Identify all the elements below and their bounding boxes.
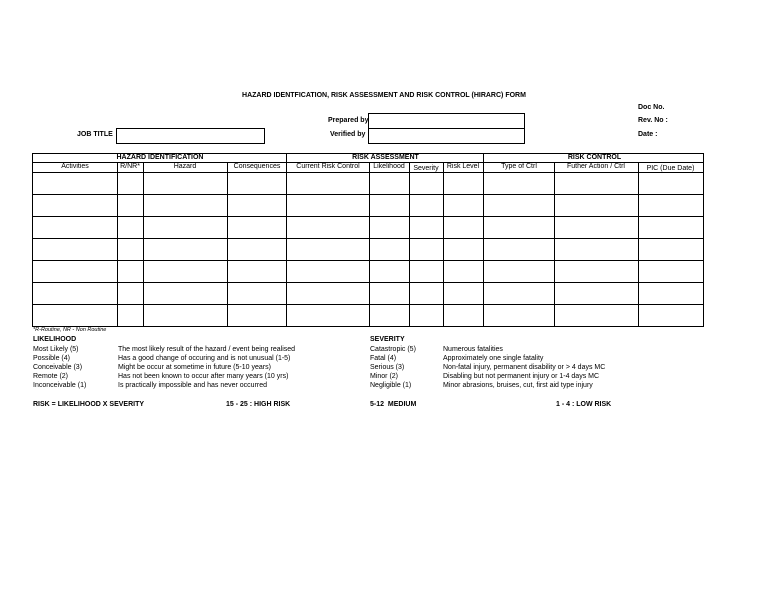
severity-desc: Disabling but not permanent injury or 1-4 days MC xyxy=(443,373,600,380)
likelihood-title: LIKELIHOOD xyxy=(33,336,77,343)
table-row[interactable] xyxy=(33,216,703,217)
form-title: HAZARD IDENTFICATION, RISK ASSESSMENT AND RISK CONTROL (HIRARC) FORM xyxy=(242,92,526,99)
severity-label: Serious (3) xyxy=(370,364,405,371)
col-activities: Activities xyxy=(61,163,89,170)
hirarc-table xyxy=(32,153,704,327)
col-risk-level: Risk Level xyxy=(446,163,480,170)
job-title-label: JOB TITLE xyxy=(77,131,113,138)
likelihood-label: Most Likely (5) xyxy=(33,346,79,353)
risk-low: 1 - 4 : LOW RISK xyxy=(556,401,612,408)
likelihood-desc: Is practically impossible and has never occurred xyxy=(118,382,268,389)
col-divider xyxy=(227,162,228,326)
verified-by-label: Verified by xyxy=(330,131,366,138)
verified-by-field[interactable] xyxy=(368,128,525,144)
date-label: Date : xyxy=(638,131,658,138)
likelihood-desc: The most likely result of the hazard / event being realised xyxy=(118,346,296,353)
prepared-by-field[interactable] xyxy=(368,113,525,129)
likelihood-label: Remote (2) xyxy=(33,373,69,380)
rev-no-label: Rev. No : xyxy=(638,117,668,124)
col-pic-due-date: PIC (Due Date) xyxy=(646,165,695,172)
likelihood-desc: Has not been known to occur after many years (10 yrs) xyxy=(118,373,289,380)
col-divider xyxy=(554,162,555,326)
table-row[interactable] xyxy=(33,194,703,195)
severity-desc: Minor abrasions, bruises, cut, first aid type injury xyxy=(443,382,593,389)
col-current-risk-control: Current Risk Control xyxy=(296,163,360,170)
severity-label: Minor (2) xyxy=(370,373,399,380)
severity-label: Fatal (4) xyxy=(370,355,397,362)
severity-desc: Approximately one single fatality xyxy=(443,355,544,362)
col-divider xyxy=(286,162,287,326)
col-divider xyxy=(117,162,118,326)
group-risk-assessment: RISK ASSESSMENT xyxy=(352,154,419,161)
col-divider xyxy=(369,162,370,326)
col-divider xyxy=(143,162,144,326)
col-likelihood: Likelihood xyxy=(373,163,405,170)
table-row[interactable] xyxy=(33,238,703,239)
risk-medium: 5-12 MEDIUM xyxy=(370,401,417,408)
col-type-of-ctrl: Type of Ctrl xyxy=(501,163,537,170)
severity-label: Catastropic (5) xyxy=(370,346,416,353)
severity-label: Negligible (1) xyxy=(370,382,412,389)
severity-desc: Numerous fatalities xyxy=(443,346,503,353)
col-divider xyxy=(409,162,410,326)
risk-formula: RISK = LIKELIHOOD X SEVERITY xyxy=(33,401,145,408)
table-row[interactable] xyxy=(33,304,703,305)
likelihood-desc: Has a good change of occuring and is not unusual (1-5) xyxy=(118,355,291,362)
col-divider xyxy=(483,162,484,326)
table-footnote: *R-Routine, NR - Non Routine xyxy=(33,327,107,333)
job-title-field[interactable] xyxy=(116,128,265,144)
severity-desc: Non-fatal injury, permanent disability or > 4 days MC xyxy=(443,364,606,371)
risk-high: 15 - 25 : HIGH RISK xyxy=(226,401,291,408)
severity-title: SEVERITY xyxy=(370,336,405,343)
table-row[interactable] xyxy=(33,260,703,261)
col-further-action: Futher Action / Ctrl xyxy=(567,163,625,170)
col-severity: Severity xyxy=(413,165,439,172)
likelihood-label: Inconceivable (1) xyxy=(33,382,87,389)
col-hazard: Hazard xyxy=(173,163,197,170)
likelihood-label: Conceivable (3) xyxy=(33,364,83,371)
col-divider xyxy=(638,162,639,326)
prepared-by-label: Prepared by xyxy=(328,117,369,124)
col-consequences: Consequences xyxy=(233,163,281,170)
doc-no-label: Doc No. xyxy=(638,104,665,111)
group-risk-control: RISK CONTROL xyxy=(567,154,622,161)
likelihood-desc: Might be occur at sometime in future (5-10 years) xyxy=(118,364,271,371)
col-routine: R/NR* xyxy=(120,163,140,170)
col-divider xyxy=(443,162,444,326)
group-hazard-identification: HAZARD IDENTIFICATION xyxy=(116,154,204,161)
likelihood-label: Possible (4) xyxy=(33,355,70,362)
header-row-underline xyxy=(33,172,703,173)
table-row[interactable] xyxy=(33,282,703,283)
